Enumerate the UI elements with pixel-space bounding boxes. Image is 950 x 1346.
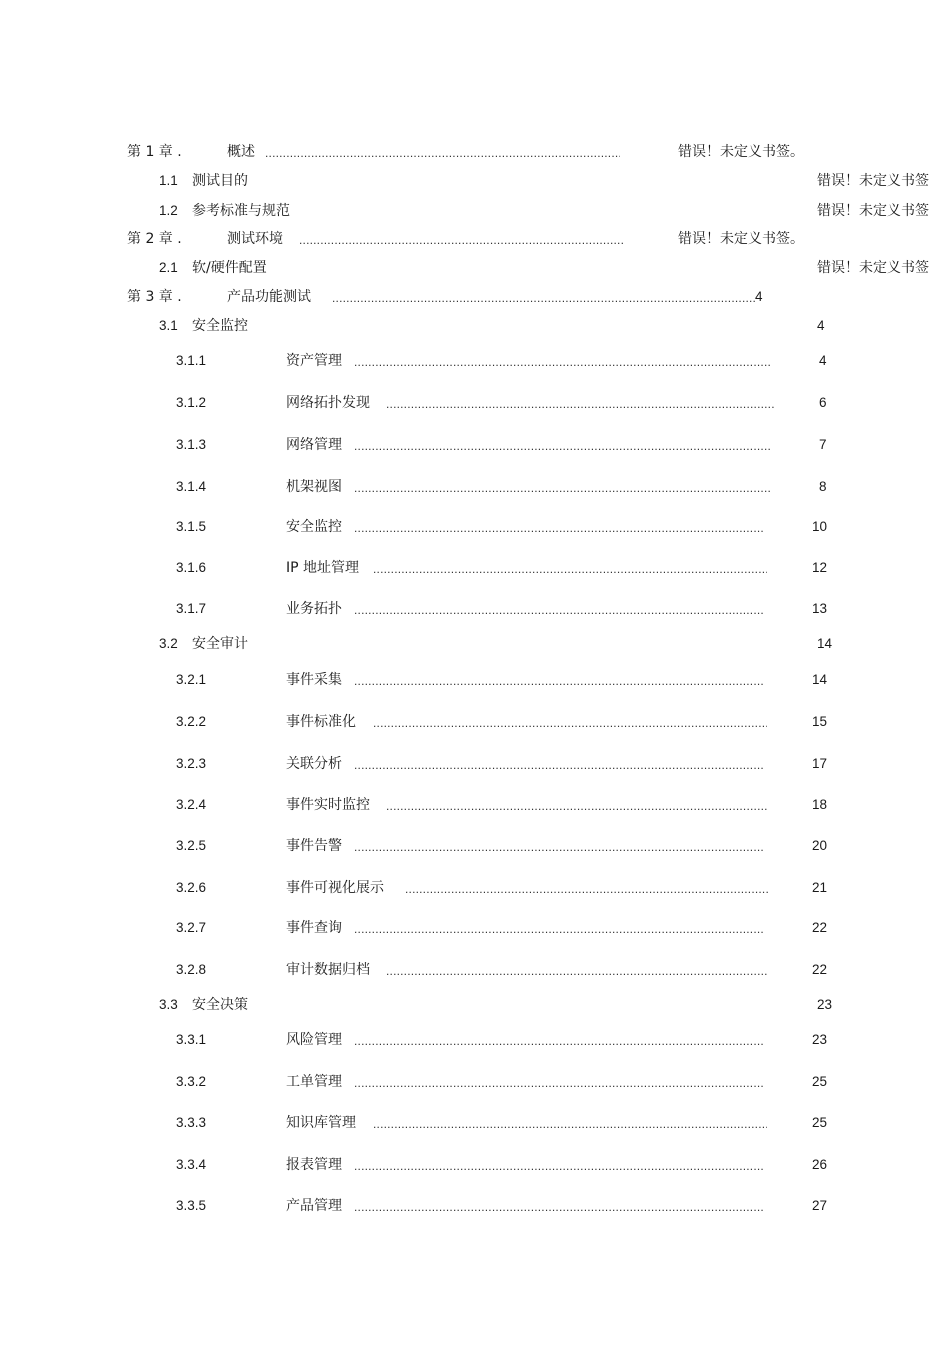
toc-entry-number: 3.3.3 — [176, 1115, 207, 1130]
toc-dot-leader — [386, 797, 767, 815]
toc-entry-number: 3.3.4 — [176, 1157, 207, 1172]
toc-entry-number: 3.3 — [159, 997, 178, 1012]
toc-entry-page: 10 — [812, 519, 828, 534]
toc-entry-number: 1.1 — [159, 173, 178, 188]
toc-dot-leader — [354, 1074, 763, 1092]
toc-entry-page: 错误！未定义书签 — [817, 203, 929, 219]
toc-entry-page: 18 — [812, 797, 828, 812]
toc-dot-leader — [354, 1157, 763, 1175]
toc-entry-page: 25 — [812, 1074, 828, 1089]
toc-entry-title: 事件查询 — [286, 920, 342, 936]
toc-entry-number: 3.1.2 — [176, 395, 207, 410]
toc-entry-number: 3.2.4 — [176, 797, 207, 812]
toc-entry-title: 知识库管理 — [286, 1115, 356, 1131]
toc-entry-title: 安全决策 — [192, 997, 248, 1013]
toc-entry-title: 网络管理 — [286, 437, 342, 453]
toc-dot-leader — [354, 1198, 763, 1216]
toc-entry-title: 事件实时监控 — [286, 797, 370, 813]
toc-dot-leader — [354, 1032, 763, 1050]
toc-entry-page: 22 — [812, 962, 828, 977]
toc-entry-page: 错误！未定义书签。 — [678, 231, 804, 247]
toc-entry-number: 3.2.7 — [176, 920, 207, 935]
toc-entry-title: 测试环境 — [227, 231, 283, 247]
toc-entry-title: 参考标准与规范 — [192, 203, 290, 219]
toc-entry-number: 3.2 — [159, 636, 178, 651]
toc-entry-title: 安全监控 — [192, 318, 248, 334]
toc-entry-page: 25 — [812, 1115, 828, 1130]
toc-dot-leader — [373, 560, 767, 578]
toc-entry-number: 3.2.1 — [176, 672, 207, 687]
toc-entry-number: 3.2.6 — [176, 880, 207, 895]
toc-dot-leader — [354, 838, 763, 856]
toc-entry-page: 27 — [812, 1198, 828, 1213]
toc-entry-page: 4 — [755, 289, 763, 304]
toc-entry-number: 第 2 章 . — [127, 231, 182, 247]
toc-entry-title: IP 地址管理 — [286, 560, 360, 576]
toc-entry-page: 23 — [812, 1032, 828, 1047]
toc-dot-leader — [354, 437, 771, 455]
toc-entry-number: 3.1 — [159, 318, 178, 333]
toc-dot-leader — [354, 756, 763, 774]
toc-entry-title: 审计数据归档 — [286, 962, 370, 978]
toc-entry-page: 13 — [812, 601, 828, 616]
toc-entry-title: 产品功能测试 — [227, 289, 311, 305]
toc-entry-number: 3.3.1 — [176, 1032, 207, 1047]
toc-entry-page: 20 — [812, 838, 828, 853]
toc-entry-page: 12 — [812, 560, 828, 575]
toc-dot-leader — [354, 519, 763, 537]
toc-entry-title: 资产管理 — [286, 353, 342, 369]
toc-entry-number: 第 3 章 . — [127, 289, 182, 305]
toc-entry-title: 关联分析 — [286, 756, 342, 772]
toc-entry-title: 机架视图 — [286, 479, 342, 495]
toc-entry-title: 事件可视化展示 — [286, 880, 384, 896]
toc-entry-title: 事件采集 — [286, 672, 342, 688]
toc-entry-number: 3.3.2 — [176, 1074, 207, 1089]
toc-entry-page: 错误！未定义书签 — [817, 173, 929, 189]
toc-entry-title: 事件告警 — [286, 838, 342, 854]
toc-entry-title: 工单管理 — [286, 1074, 342, 1090]
toc-entry-title: 业务拓扑 — [286, 601, 342, 617]
toc-dot-leader — [373, 714, 767, 732]
toc-dot-leader — [354, 479, 771, 497]
toc-entry-title: 网络拓扑发现 — [286, 395, 370, 411]
toc-entry-title: 软/硬件配置 — [192, 260, 267, 276]
toc-entry-page: 14 — [817, 636, 833, 651]
toc-entry-title: 产品管理 — [286, 1198, 342, 1214]
toc-entry-page: 22 — [812, 920, 828, 935]
toc-entry-page: 4 — [819, 353, 827, 368]
toc-entry-page: 7 — [819, 437, 827, 452]
toc-dot-leader — [386, 962, 767, 980]
toc-dot-leader — [354, 672, 763, 690]
toc-entry-page: 8 — [819, 479, 827, 494]
toc-entry-title: 安全监控 — [286, 519, 342, 535]
toc-entry-number: 3.3.5 — [176, 1198, 207, 1213]
toc-dot-leader — [373, 1115, 767, 1133]
toc-entry-number: 3.1.6 — [176, 560, 207, 575]
toc-entry-page: 4 — [817, 318, 825, 333]
toc-entry-number: 1.2 — [159, 203, 178, 218]
toc-dot-leader — [265, 144, 620, 162]
toc-entry-number: 3.2.3 — [176, 756, 207, 771]
toc-entry-number: 3.1.3 — [176, 437, 207, 452]
toc-entry-page: 26 — [812, 1157, 828, 1172]
toc-entry-number: 3.2.2 — [176, 714, 207, 729]
toc-entry-number: 3.2.5 — [176, 838, 207, 853]
toc-entry-page: 17 — [812, 756, 828, 771]
toc-entry-page: 6 — [819, 395, 827, 410]
toc-entry-title: 风险管理 — [286, 1032, 342, 1048]
toc-entry-number: 3.2.8 — [176, 962, 207, 977]
toc-dot-leader — [332, 289, 755, 307]
toc-dot-leader — [354, 920, 763, 938]
toc-entry-page: 14 — [812, 672, 828, 687]
toc-dot-leader — [386, 395, 775, 413]
toc-entry-page: 错误！未定义书签 — [817, 260, 929, 276]
toc-entry-title: 概述 — [227, 144, 255, 160]
toc-dot-leader — [405, 880, 769, 898]
toc-entry-number: 3.1.7 — [176, 601, 207, 616]
toc-entry-page: 错误！未定义书签。 — [678, 144, 804, 160]
toc-entry-number: 3.1.5 — [176, 519, 207, 534]
toc-dot-leader — [299, 231, 625, 249]
toc-entry-number: 2.1 — [159, 260, 178, 275]
toc-entry-number: 第 1 章 . — [127, 144, 182, 160]
toc-dot-leader — [354, 353, 771, 371]
toc-entry-number: 3.1.4 — [176, 479, 207, 494]
toc-entry-page: 21 — [812, 880, 828, 895]
toc-entry-number: 3.1.1 — [176, 353, 207, 368]
toc-entry-page: 15 — [812, 714, 828, 729]
toc-entry-page: 23 — [817, 997, 833, 1012]
toc-entry-title: 测试目的 — [192, 173, 248, 189]
toc-entry-title: 报表管理 — [286, 1157, 342, 1173]
toc-dot-leader — [354, 601, 763, 619]
toc-entry-title: 事件标准化 — [286, 714, 356, 730]
toc-entry-title: 安全审计 — [192, 636, 248, 652]
